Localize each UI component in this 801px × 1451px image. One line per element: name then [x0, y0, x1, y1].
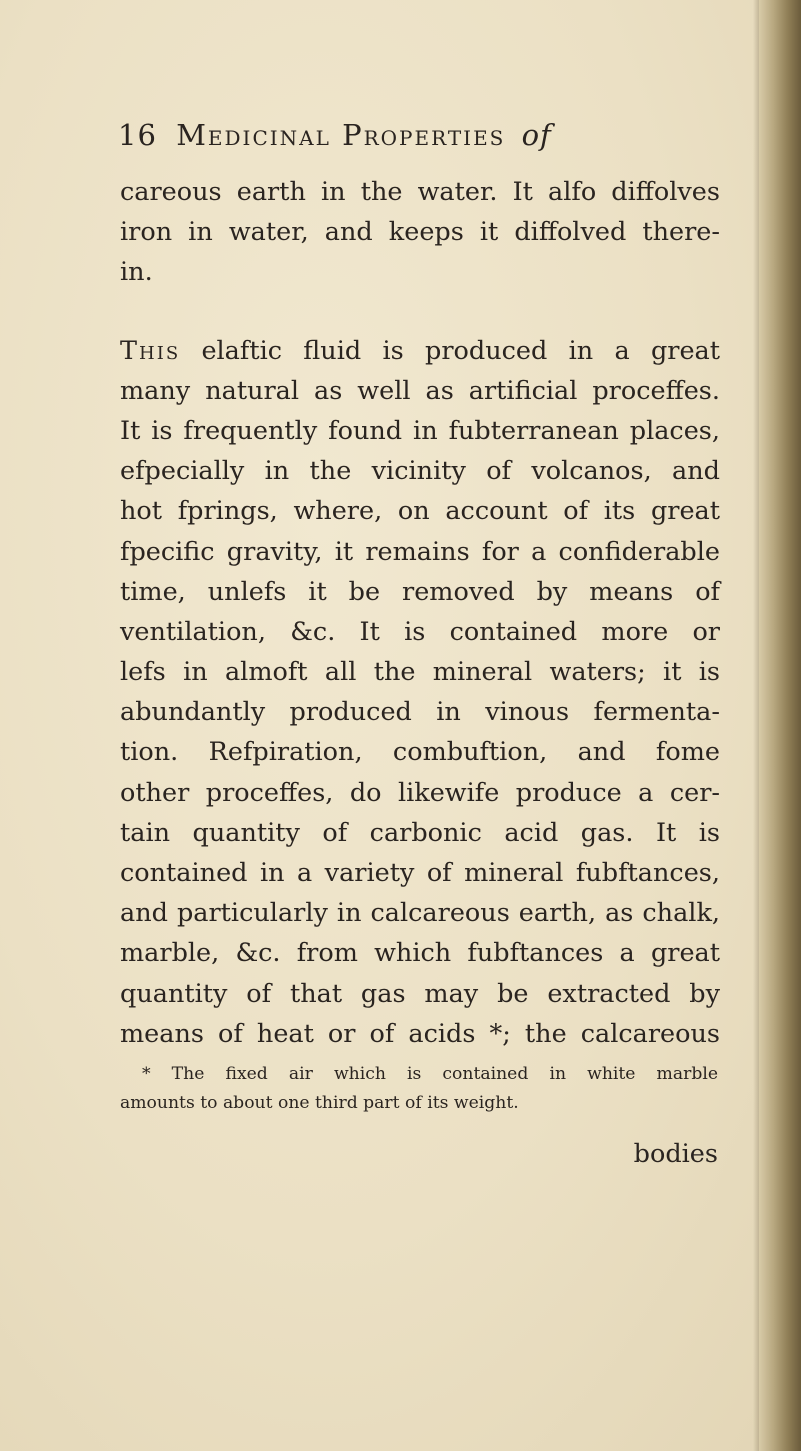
text-line: iron in water, and keeps it diffolved there- — [120, 217, 720, 248]
text-line: marble, &c. from which fubftances a great — [120, 938, 720, 969]
text-line: time, unlefs it be removed by means of — [120, 576, 720, 607]
catchword: bodies — [633, 1139, 718, 1169]
paragraph-gap — [120, 293, 720, 331]
page-header — [118, 118, 718, 168]
text-line: fpecific gravity, it remains for a confiderable — [120, 536, 720, 567]
footnote-line: * The fixed air which is contained in white marble — [142, 1064, 718, 1084]
text-line: and particularly in calcareous earth, as chalk, — [120, 898, 720, 929]
text-line: quantity of that gas may be extracted by — [120, 978, 720, 1009]
text-line: lefs in almoft all the mineral waters; it is — [120, 657, 720, 688]
text-line: in. — [120, 257, 153, 288]
running-title: Medicinal Properties — [176, 118, 506, 152]
page-number: 16 — [118, 118, 157, 152]
text-line: abundantly produced in vinous fermenta- — [120, 697, 720, 728]
text-line: many natural as well as artificial proceffes. — [120, 375, 720, 406]
text-line: means of heat or of acids *; the calcareous — [120, 1018, 720, 1049]
text-line: contained in a variety of mineral fubftances, — [120, 858, 720, 888]
text-line: tain quantity of carbonic acid gas. It is — [120, 817, 720, 848]
footnote — [120, 1060, 718, 1118]
text-line: efpecially in the vicinity of volcanos, and — [120, 456, 720, 487]
body-text — [120, 172, 720, 1054]
book-spine-edge — [759, 0, 801, 1451]
text-line: tion. Refpiration, combuftion, and fome — [120, 737, 720, 768]
text-line: careous earth in the water. It alfo diffolves — [120, 177, 720, 207]
text-line: It is frequently found in fubterranean places, — [120, 415, 720, 446]
running-title-tail: of — [521, 118, 552, 152]
text-line: other proceffes, do likewife produce a cer- — [120, 777, 720, 808]
text-line: hot fprings, where, on account of its great — [120, 496, 720, 527]
paragraph-lead-word: This — [120, 335, 181, 366]
first-line-rest: elaftic fluid is produced in a great — [180, 335, 720, 366]
footnote-line: amounts to about one third part of its weight. — [120, 1093, 519, 1113]
text-line: ventilation, &c. It is contained more or — [120, 616, 720, 647]
paragraph-first-line — [120, 331, 720, 371]
